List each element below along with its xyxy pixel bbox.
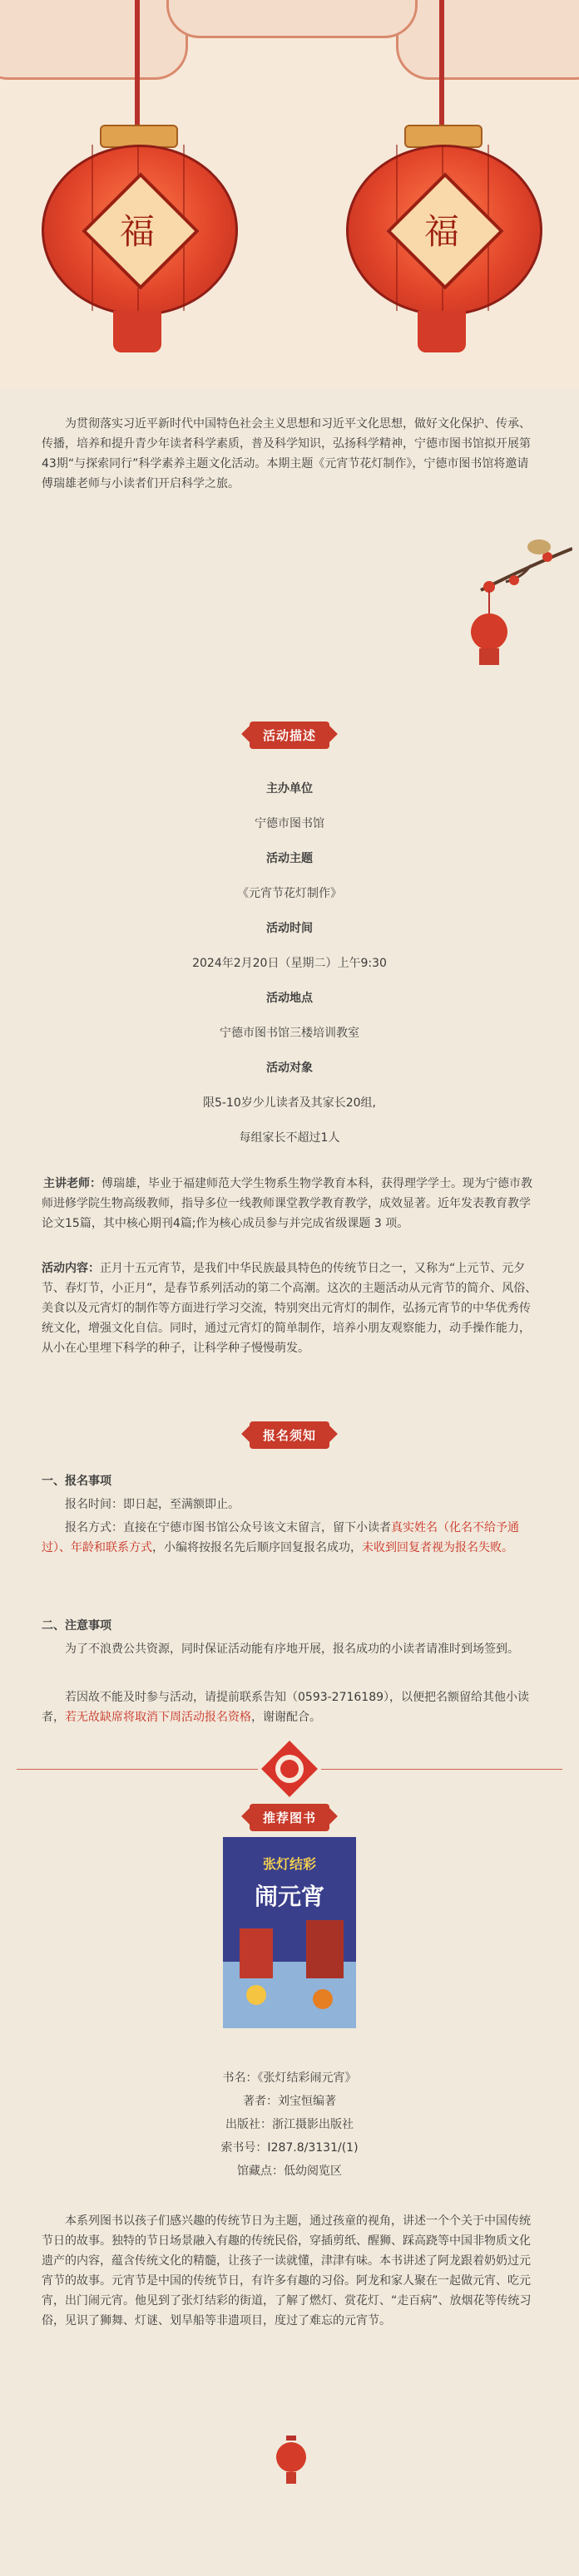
place-value: 宁德市图书馆三楼培训教室	[220, 1027, 359, 1040]
hero-banner	[0, 0, 579, 389]
lecturer-paragraph	[42, 1174, 537, 1234]
intro-paragraph: 为贯彻落实习近平新时代中国特色社会主义思想和习近平文化思想，做好文化保护、传承、传播，培养和提升青少年读者科学素质，普及科学知识，弘扬科学精神，宁德市图书馆拟开展第43期“与探索同行”科学素养主题文化活动。本期主题《元宵节花灯制作》，宁德市图书馆将邀请傅瑞雄老师与小读者们开启科学之旅。	[42, 417, 531, 490]
badge-label: 报名须知	[250, 1421, 329, 1449]
signup-method-red1: 真实姓名（化名不给予通过）、年龄和联系方式	[42, 1521, 519, 1554]
lantern-left	[42, 125, 233, 332]
signup-method-a: 报名方式：直接在宁德市图书馆公众号该文末留言，留下小读者	[65, 1521, 391, 1534]
lantern-right	[346, 125, 537, 332]
theme-label: 活动主题	[266, 852, 313, 865]
book-cover	[223, 1837, 356, 2028]
signup-method-b: ，小编将按报名先后顺序回复报名成功，	[152, 1541, 362, 1554]
book-callno: 索书号：I287.8/3131/(1)	[220, 2141, 359, 2155]
fu-character: 福	[119, 211, 155, 252]
content-label: 活动内容：	[42, 1262, 100, 1275]
signup-note2-a: 若因故不能及时参与活动，请提前联系告知（0593-2716189），以便把名额留给其他小读者，	[42, 1691, 530, 1724]
signup-note1: 为了不浪费公共资源，同时保证活动能有序地开展，报名成功的小读者请准时到场签到。	[65, 1643, 519, 1656]
organizer-label: 主办单位	[266, 782, 313, 795]
activity-section-badge	[0, 722, 579, 749]
content-paragraph	[42, 1258, 537, 1358]
signup-method	[42, 1518, 537, 1558]
signup-h2: 二、注意事项	[42, 1619, 111, 1633]
signup-note2	[42, 1687, 537, 1727]
place-label: 活动地点	[266, 992, 313, 1005]
signup-method-red2: 未收到回复者视为报名失败。	[362, 1541, 513, 1554]
book-section-badge	[0, 1804, 579, 1831]
fu-character: 福	[423, 211, 459, 252]
signup-note2-b: ，谢谢配合。	[251, 1711, 321, 1724]
book-author: 著者：刘宝恒编著	[243, 2095, 336, 2108]
content-text: 正月十五元宵节，是我们中华民族最具特色的传统节日之一，又称为“上元节、元夕节、春灯节，小正月”，是春节系列活动的第二个高潮。这次的主题活动从元宵节的简介、风俗、美食以及元宵灯的制作等方面进行学习交流，特别突出元宵灯的制作，弘扬元宵节的中华优秀传统文化，增强文化自信。同时，通过元宵灯的简单制作，培养小朋友观察能力，动手操作能力，从小在心里埋下科学的种子，让科学种子慢慢萌发。	[42, 1262, 537, 1355]
book-info	[0, 2066, 579, 2183]
book-cover-title: 张灯结彩	[262, 1856, 316, 1872]
book-name: 书名：《张灯结彩闹元宵》	[222, 2071, 357, 2085]
book-location: 馆藏点：低幼阅览区	[237, 2165, 342, 2178]
badge-label: 活动描述	[250, 722, 329, 749]
organizer-value: 宁德市图书馆	[255, 817, 324, 830]
lantern-rope	[135, 0, 140, 133]
signup-section-badge	[0, 1421, 579, 1449]
plum-branch-icon	[456, 532, 572, 673]
theme-value: 《元宵节花灯制作》	[237, 887, 342, 900]
activity-info	[0, 771, 579, 1155]
time-value: 2024年2月20日（星期二）上午9:30	[192, 957, 387, 970]
festive-emblem-icon	[258, 1737, 321, 1800]
cloud-decoration	[396, 0, 579, 80]
book-publisher: 出版社：浙江摄影出版社	[225, 2118, 354, 2131]
badge-label: 推荐图书	[250, 1804, 329, 1831]
target-label: 活动对象	[266, 1061, 313, 1075]
book-cover-subtitle: 闹元宵	[254, 1883, 324, 1910]
small-lantern-icon	[275, 2436, 308, 2485]
book-description: 本系列图书以孩子们感兴趣的传统节日为主题，通过孩童的视角，讲述一个个关于中国传统节日的故事。独特的节日场景融入有趣的传统民俗，穿插剪纸、醒狮、踩高跷等中国非物质文化遗产的内容，蕴含传统文化的精髓，让孩子一读就懂，津津有味。本书讲述了阿龙跟着奶奶过元宵节的故事。元宵节是中国的传统节日，有许多有趣的习俗。阿龙和家人聚在一起做元宵、吃元宵，出门闹元宵。他见到了张灯结彩的街道，了解了燃灯、赏花灯、“走百病”、放烟花等传统习俗，见识了狮舞、灯谜、划旱船等非遗项目，度过了难忘的元宵节。	[42, 2214, 532, 2327]
signup-time: 报名时间：即日起，至满额即止。	[65, 1498, 240, 1511]
divider-right	[321, 1769, 562, 1770]
cloud-decoration	[166, 0, 418, 38]
cloud-decoration	[0, 0, 188, 80]
lantern-rope	[439, 0, 444, 133]
lecturer-label: 主讲老师：	[43, 1177, 101, 1190]
target-value-2: 每组家长不超过1人	[239, 1131, 340, 1145]
signup-note2-red: 若无故缺席将取消下周活动报名资格	[65, 1711, 251, 1724]
time-label: 活动时间	[266, 922, 313, 935]
divider-left	[17, 1769, 258, 1770]
lecturer-text: 傅瑞雄，毕业于福建师范大学生物系生物学教育本科，获得理学学士。现为宁德市教师进修学院生物高级教师，指导多位一线教师课堂教学教育教学，成效显著。近年发表教育教学论文15篇，其中核心期刊4篇;作为核心成员参与并完成省级课题 3 项。	[42, 1177, 532, 1230]
signup-h1: 一、报名事项	[42, 1475, 111, 1488]
target-value-1: 限5-10岁少儿读者及其家长20组,	[202, 1096, 377, 1110]
